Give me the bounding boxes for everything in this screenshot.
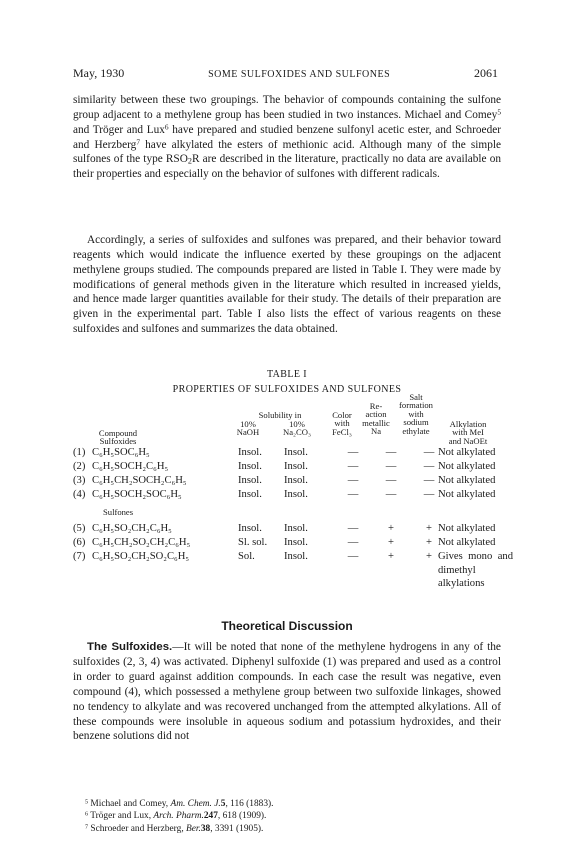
row-compound: C₆H₅SOC₆H₅: [92, 447, 150, 458]
row-metallic-na: —: [385, 475, 397, 486]
row-metallic-na: —: [385, 461, 397, 472]
row-na2co3: Insol.: [284, 523, 308, 534]
footnote-ref: 6: [164, 122, 169, 132]
header-line: action: [365, 409, 387, 420]
table-row: [73, 460, 513, 473]
row-alkylation: Not alkylated: [438, 447, 496, 458]
footnote: [85, 810, 274, 822]
row-index: (4): [73, 489, 86, 500]
header-salt-formation: [392, 393, 440, 435]
header-line: with: [334, 418, 350, 429]
footnote-journal: Ber.: [186, 823, 201, 834]
row-alkylation: Not alkylated: [438, 475, 496, 486]
table-title: PROPERTIES OF SULFOXIDES AND SULFONES: [172, 384, 402, 395]
group-label-sulfones: Sulfones: [103, 507, 134, 517]
table-row: [73, 536, 513, 549]
row-alkylation: Not alkylated: [438, 537, 496, 548]
header-line: with: [408, 408, 424, 419]
header-line: formation: [399, 400, 433, 411]
footnote-journal: Am. Chem. J.: [170, 799, 221, 809]
header-line: 10%: [240, 419, 256, 429]
header-alkylation: [435, 420, 501, 445]
footnote-volume: 5: [220, 799, 226, 809]
header-reaction: [356, 402, 396, 436]
header-line: Compound: [98, 428, 138, 438]
row-ethylate: —: [423, 461, 435, 472]
row-ethylate: —: [423, 489, 435, 500]
header-line: Color: [332, 410, 352, 420]
footnote: [85, 798, 274, 810]
row-fecl3: —: [347, 523, 359, 534]
footnote-text: , 618 (1909).: [217, 811, 267, 822]
row-alkylation: Not alkylated: [438, 461, 496, 472]
header-line: metallic: [362, 417, 390, 428]
row-naoh: Sol.: [238, 551, 255, 562]
table-caption: TABLE I: [266, 369, 308, 380]
header-solubility: Solubility in: [258, 410, 302, 420]
running-header: [73, 66, 498, 81]
row-naoh: Insol.: [238, 489, 262, 500]
footnote-text: Tröger and Lux,: [88, 811, 154, 822]
footnote-journal: Arch. Pharm.: [153, 811, 204, 822]
row-index: (6): [73, 537, 86, 548]
row-naoh: Insol.: [238, 461, 262, 472]
table-row: [73, 522, 513, 535]
header-line: Sulfoxides: [99, 436, 137, 447]
row-alkylation: Gives mono and dimethyl alkylations: [438, 551, 513, 589]
footnote: [85, 823, 274, 835]
footnote-number: 5: [85, 799, 89, 806]
header-na2co3: [278, 420, 316, 437]
header-line: NaOH: [236, 427, 260, 438]
row-index: (2): [73, 461, 86, 472]
footnote-ref: 7: [136, 137, 140, 147]
paragraph-sulfoxides: [73, 640, 501, 744]
row-index: (5): [73, 523, 86, 534]
paragraph-sulfone-background: [73, 93, 501, 182]
header-color: [327, 411, 357, 436]
header-naoh: [233, 420, 263, 437]
row-fecl3: —: [347, 537, 359, 548]
row-alkylation: Not alkylated: [438, 489, 496, 500]
row-na2co3: Insol.: [284, 537, 308, 548]
row-index: (3): [73, 475, 86, 486]
table-row: [73, 550, 513, 589]
row-alkylation: Not alkylated: [438, 523, 496, 534]
header-line: FeCl₃: [332, 426, 352, 437]
header-line: and NaOEt: [448, 435, 488, 446]
row-ethylate: +: [426, 523, 432, 534]
header-line: ethylate: [402, 425, 430, 436]
footnote-volume: 38: [200, 823, 211, 834]
header-line: sodium: [403, 417, 429, 428]
row-ethylate: —: [423, 475, 435, 486]
row-ethylate: +: [426, 537, 432, 548]
footnote-text: Michael and Comey,: [88, 799, 171, 809]
row-compound: C₆H₅SO₂CH₂C₆H₅: [92, 523, 172, 534]
row-metallic-na: +: [388, 551, 394, 562]
row-fecl3: —: [347, 489, 359, 500]
header-line: Alkylation: [449, 419, 487, 429]
footnote-number: 7: [85, 823, 89, 830]
table-row: [73, 474, 513, 487]
row-metallic-na: —: [385, 447, 397, 458]
footnote-volume: 247: [203, 811, 218, 822]
footnote-text: , 3391 (1905).: [210, 823, 264, 834]
row-index: (1): [73, 447, 86, 458]
header-line: Salt: [409, 392, 423, 402]
row-naoh: Sl. sol.: [238, 537, 268, 548]
row-compound: C₆H₅CH₂SO₂CH₂C₆H₅: [92, 537, 191, 548]
run-in-heading: The Sulfoxides.: [87, 641, 173, 653]
header-line: with MeI: [452, 427, 484, 438]
header-title: SOME SULFOXIDES AND SULFONES: [208, 69, 391, 80]
row-naoh: Insol.: [238, 447, 262, 458]
row-fecl3: —: [347, 447, 359, 458]
row-index: (7): [73, 551, 86, 562]
row-compound: C₆H₅SOCH₂SOC₆H₅: [92, 489, 182, 500]
row-ethylate: —: [423, 447, 435, 458]
footnotes: [85, 798, 274, 835]
row-fecl3: —: [347, 551, 359, 562]
header-compound: [80, 429, 156, 446]
paragraph-series-prepared: Accordingly, a series of sulfoxides and sulfones was prepared, and their behavior toward reagents which would indicate the influence exerted by these groupings on the adjacent methylene groups studied. The compounds prepared are listed in Table I. They were made by modifications of general methods given in the literature which resulted in increased yields, and hence made larger quantities available for their study. The details of their preparation are given in the experimental part. Table I also lists the effect of various reagents on these sulfoxides and sulfones and summarizes the data obtained.: [73, 234, 501, 336]
page-number: 2061: [474, 66, 498, 80]
row-metallic-na: +: [388, 537, 394, 548]
section-heading: Theoretical Discussion: [221, 619, 353, 633]
row-fecl3: —: [347, 461, 359, 472]
footnote-number: 6: [85, 811, 89, 818]
text-run: and Tröger and Lux: [73, 123, 165, 136]
text-run: have prepared and studied benzene sulfonyl acetic ester, and Schroeder and Herzberg: [73, 123, 501, 151]
row-compound: C₆H₅SOCH₂C₆H₅: [92, 461, 169, 472]
row-metallic-na: +: [388, 523, 394, 534]
table-row: [73, 488, 513, 501]
header-line: 10%: [289, 419, 305, 429]
footnote-ref: 5: [497, 107, 501, 117]
subscript: 2: [187, 157, 192, 166]
row-na2co3: Insol.: [284, 475, 308, 486]
text-run: have alkylated the esters of methionic acid. Although many of the simple sulfones of the type RSO: [73, 138, 502, 166]
row-na2co3: Insol.: [284, 489, 308, 500]
row-ethylate: +: [426, 551, 432, 562]
footnote-text: Schroeder and Herzberg,: [88, 823, 187, 834]
text-run: R are described in the literature, practically no data are available on their properties and especially on the behavior of sulfones with different radicals.: [73, 153, 502, 181]
row-na2co3: Insol.: [284, 551, 308, 562]
footnote-text: , 116 (1883).: [225, 799, 274, 809]
row-compound: C₆H₅CH₂SOCH₂C₆H₅: [92, 475, 187, 486]
row-na2co3: Insol.: [284, 461, 308, 472]
text-run: —It will be noted that none of the methylene hydrogens in any of the sulfoxides (2, 3, 4) was activated. Diphenyl sulfoxide (1) was prepared and used as a control in order to guard against addition compounds. In each case the result was negative, even compound (4), which possessed a methylene group between two sulfoxide linkages, showed no tendency to alkylate and was recovered unchanged from the attempted alkylations. All of these compounds were insoluble in aqueous sodium and potassium hydroxides, and their benzene solutions did not: [73, 641, 501, 743]
header-line: Na: [370, 426, 382, 437]
text-run: similarity between these two groupings. The behavior of compounds containing the sulfone group adjacent to a methylene group has been studied in two instances. Michael and Comey: [73, 94, 501, 121]
row-naoh: Insol.: [238, 475, 262, 486]
header-line: Na₂CO₃: [283, 427, 311, 438]
row-naoh: Insol.: [238, 523, 262, 534]
row-na2co3: Insol.: [284, 447, 308, 458]
table-row: [73, 446, 513, 459]
header-date: May, 1930: [73, 66, 125, 80]
row-fecl3: —: [347, 475, 359, 486]
row-compound: C₆H₅SO₂CH₂SO₂C₆H₅: [92, 551, 190, 562]
header-line: Re-: [369, 401, 383, 411]
row-metallic-na: —: [385, 489, 397, 500]
